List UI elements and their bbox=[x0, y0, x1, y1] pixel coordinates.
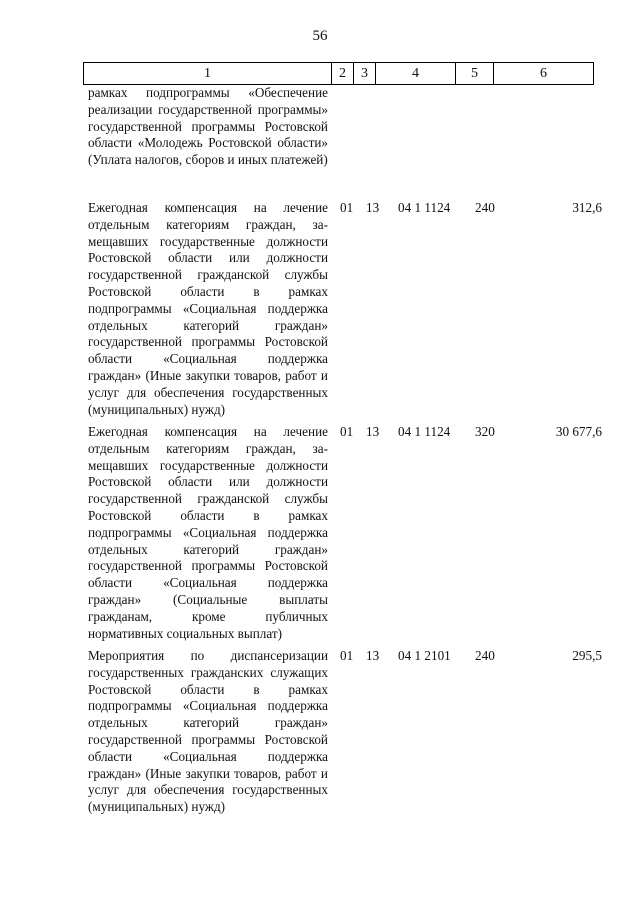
row-section: 01 bbox=[340, 648, 354, 663]
header-col-5: 5 bbox=[456, 63, 494, 84]
header-col-2: 2 bbox=[332, 63, 354, 84]
row-description: Мероприятия по диспансеризации государственных гражданских служащих Ростовской области в рамках подпрограммы «Социальная поддержка отдельных категорий граждан» государственной программы Ростовской области «Социальная поддержка граждан» (Иные закупки товаров, работ и услуг для обеспечения государственных (муниципальных) нужд) bbox=[88, 648, 328, 815]
row-description: Ежегодная компенсация на лечение отдельным категориям граждан, замещавших государственные должности Ростовской области или должности государственной гражданской службы Ростовской области в рамках подпрограммы «Социальная поддержка отдельных категорий граждан» государственной программы Ростовской области «Социальная поддержка граждан» (Иные закупки товаров, работ и услуг для обеспечения государственных (муниципальных) нужд) bbox=[88, 200, 328, 417]
row-description: рамках подпрограммы «Обеспечение реализации государственной программы» государственной программы Ростовской области «Молодежь Ростовской области» (Уплата налогов, сборов и иных платежей) bbox=[88, 85, 328, 168]
header-col-6: 6 bbox=[494, 63, 594, 84]
row-section: 01 bbox=[340, 424, 354, 439]
row-subsection: 13 bbox=[366, 200, 380, 215]
row-description: Ежегодная компенсация на лечение отдельным категориям граждан, замещавших государственные должности Ростовской области или должности государственной гражданской службы Ростовской области в рамках подпрограммы «Социальная поддержка отдельных категорий граждан» государственной программы Ростовской области «Социальная поддержка граждан» (Социальные выплаты гражданам, кроме публичных нормативных социальных выплат) bbox=[88, 424, 328, 641]
row-target-article: 04 1 1124 bbox=[398, 200, 451, 215]
row-expense-type: 240 bbox=[475, 648, 495, 663]
row-expense-type: 240 bbox=[475, 200, 495, 215]
row-target-article: 04 1 2101 bbox=[398, 648, 451, 663]
row-subsection: 13 bbox=[366, 648, 380, 663]
header-col-1: 1 bbox=[84, 63, 332, 84]
header-col-3: 3 bbox=[354, 63, 376, 84]
header-col-4: 4 bbox=[376, 63, 456, 84]
row-expense-type: 320 bbox=[475, 424, 495, 439]
row-amount: 295,5 bbox=[572, 648, 602, 663]
table-header bbox=[83, 62, 594, 85]
row-section: 01 bbox=[340, 200, 354, 215]
row-amount: 30 677,6 bbox=[555, 424, 602, 439]
row-target-article: 04 1 1124 bbox=[398, 424, 451, 439]
page-number: 56 bbox=[312, 28, 328, 44]
row-amount: 312,6 bbox=[572, 200, 602, 215]
row-subsection: 13 bbox=[366, 424, 380, 439]
